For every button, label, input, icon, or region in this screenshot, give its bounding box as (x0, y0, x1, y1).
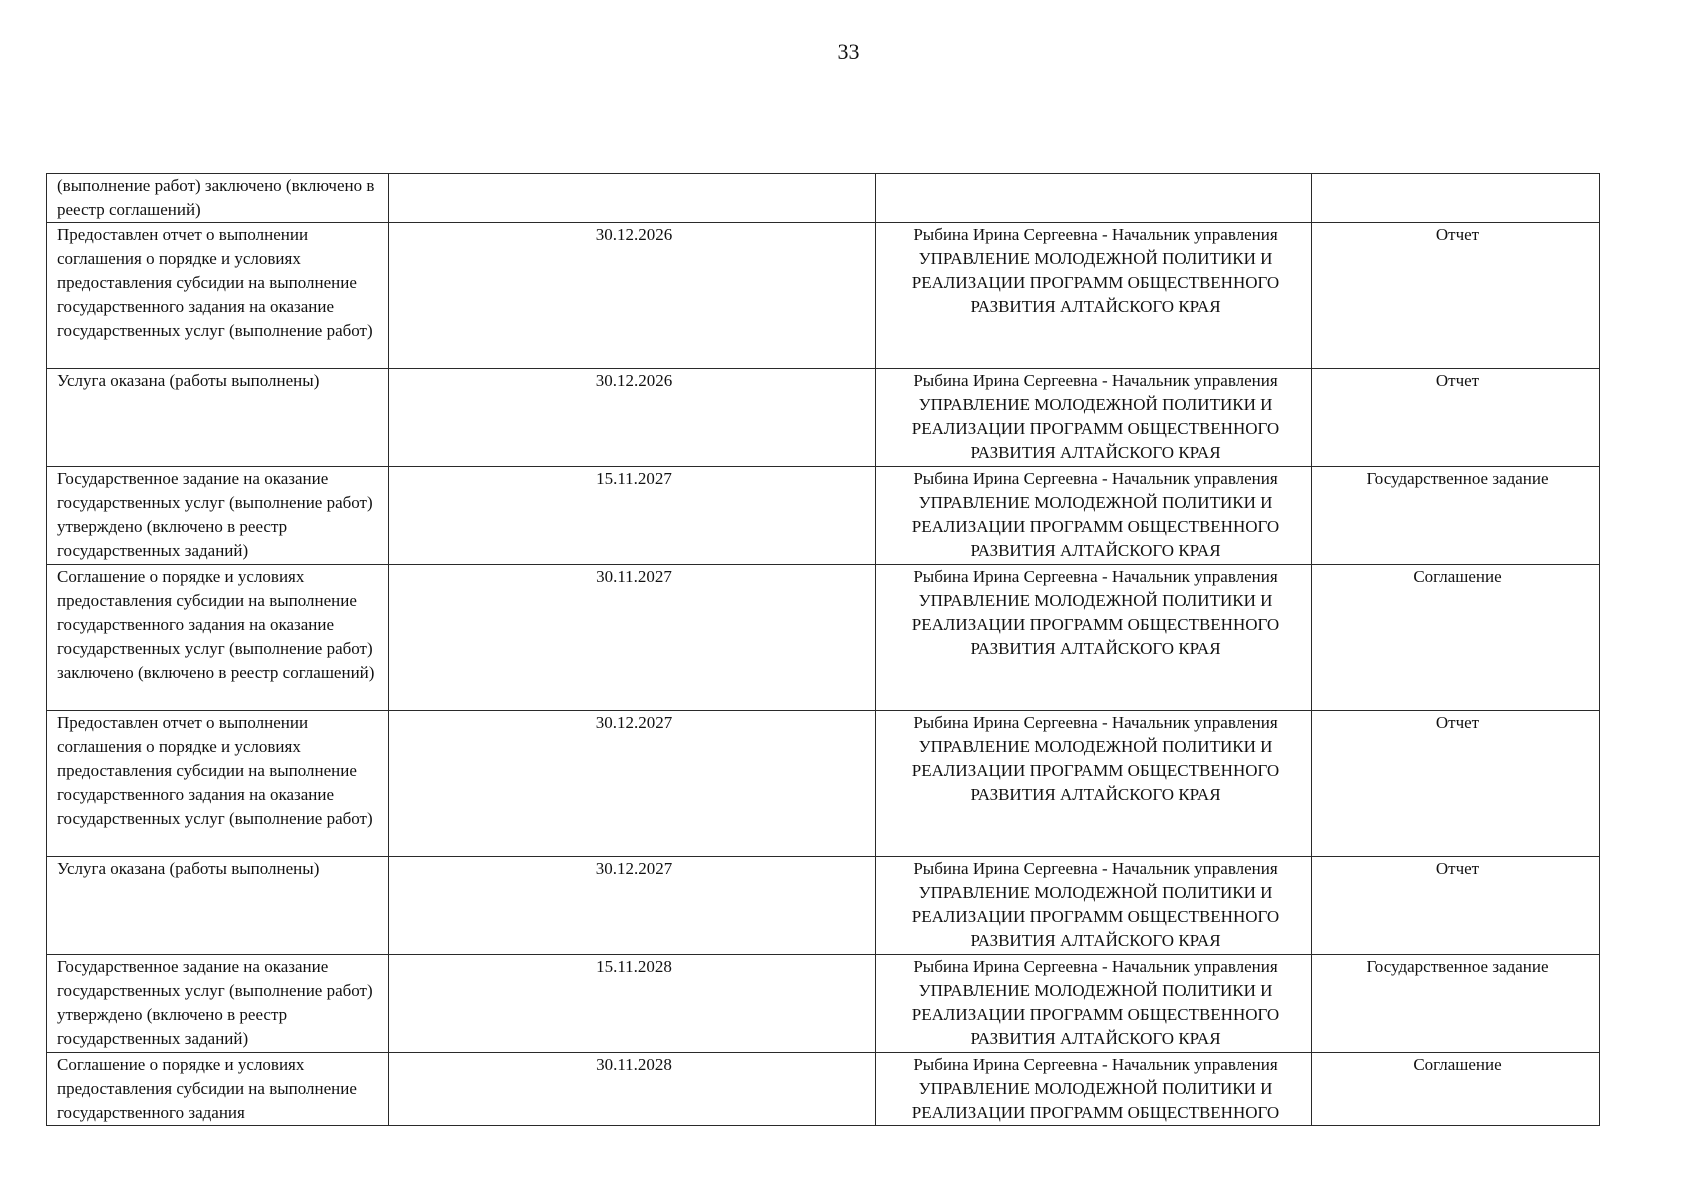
responsible-org: УПРАВЛЕНИЕ МОЛОДЕЖНОЙ ПОЛИТИКИ И РЕАЛИЗАЦИИ ПРОГРАММ ОБЩЕСТВЕННОГО РАЗВИТИЯ АЛТАЙСКОГО КРАЯ (911, 883, 1280, 950)
responsible-cell (876, 1053, 1312, 1126)
responsible-cell (876, 711, 1312, 857)
responsible-org: УПРАВЛЕНИЕ МОЛОДЕЖНОЙ ПОЛИТИКИ И РЕАЛИЗАЦИИ ПРОГРАММ ОБЩЕСТВЕННОГО (911, 1079, 1280, 1122)
table-row (47, 1053, 1600, 1126)
table-row (47, 174, 1600, 223)
responsible-cell (876, 955, 1312, 1053)
table-row (47, 711, 1600, 857)
responsible-person: Рыбина Ирина Сергеевна - Начальник управления (913, 957, 1278, 976)
document-cell: Государственное задание (1312, 467, 1600, 565)
date-cell: 15.11.2027 (389, 467, 876, 565)
document-cell: Отчет (1312, 369, 1600, 467)
responsible-cell (876, 369, 1312, 467)
table-row (47, 223, 1600, 369)
document-cell: Отчет (1312, 711, 1600, 857)
event-cell: Соглашение о порядке и условиях предоставления субсидии на выполнение государственного задания на оказание государственных услуг (выполнение работ) заключено (включено в реестр соглашений) (47, 565, 389, 711)
responsible-cell (876, 223, 1312, 369)
event-cell: Соглашение о порядке и условиях предоставления субсидии на выполнение государственного задания (47, 1053, 389, 1126)
date-cell: 30.12.2026 (389, 223, 876, 369)
event-cell: Предоставлен отчет о выполнении соглашения о порядке и условиях предоставления субсидии на выполнение государственного задания на оказание государственных услуг (выполнение работ) (47, 223, 389, 369)
document-cell: Отчет (1312, 223, 1600, 369)
table-row (47, 565, 1600, 711)
responsible-org: УПРАВЛЕНИЕ МОЛОДЕЖНОЙ ПОЛИТИКИ И РЕАЛИЗАЦИИ ПРОГРАММ ОБЩЕСТВЕННОГО РАЗВИТИЯ АЛТАЙСКОГО КРАЯ (911, 493, 1280, 560)
document-cell (1312, 174, 1600, 223)
document-cell: Соглашение (1312, 565, 1600, 711)
date-cell: 30.12.2027 (389, 857, 876, 955)
event-cell: Услуга оказана (работы выполнены) (47, 369, 389, 467)
responsible-org: УПРАВЛЕНИЕ МОЛОДЕЖНОЙ ПОЛИТИКИ И РЕАЛИЗАЦИИ ПРОГРАММ ОБЩЕСТВЕННОГО РАЗВИТИЯ АЛТАЙСКОГО КРАЯ (911, 981, 1280, 1048)
table-row (47, 955, 1600, 1053)
control-points-table (46, 173, 1600, 1126)
event-cell: (выполнение работ) заключено (включено в реестр соглашений) (47, 174, 389, 223)
responsible-cell (876, 174, 1312, 223)
event-cell: Государственное задание на оказание государственных услуг (выполнение работ) утверждено (включено в реестр государственных заданий) (47, 467, 389, 565)
responsible-cell (876, 467, 1312, 565)
responsible-cell (876, 565, 1312, 711)
responsible-person: Рыбина Ирина Сергеевна - Начальник управления (913, 713, 1278, 732)
table-row (47, 857, 1600, 955)
date-cell: 30.11.2027 (389, 565, 876, 711)
date-cell: 30.12.2027 (389, 711, 876, 857)
responsible-org: УПРАВЛЕНИЕ МОЛОДЕЖНОЙ ПОЛИТИКИ И РЕАЛИЗАЦИИ ПРОГРАММ ОБЩЕСТВЕННОГО РАЗВИТИЯ АЛТАЙСКОГО КРАЯ (911, 591, 1280, 658)
event-cell: Предоставлен отчет о выполнении соглашения о порядке и условиях предоставления субсидии на выполнение государственного задания на оказание государственных услуг (выполнение работ) (47, 711, 389, 857)
responsible-org: УПРАВЛЕНИЕ МОЛОДЕЖНОЙ ПОЛИТИКИ И РЕАЛИЗАЦИИ ПРОГРАММ ОБЩЕСТВЕННОГО РАЗВИТИЯ АЛТАЙСКОГО КРАЯ (911, 737, 1280, 804)
event-cell: Услуга оказана (работы выполнены) (47, 857, 389, 955)
event-cell: Государственное задание на оказание государственных услуг (выполнение работ) утверждено (включено в реестр государственных заданий) (47, 955, 389, 1053)
date-cell: 15.11.2028 (389, 955, 876, 1053)
responsible-cell (876, 857, 1312, 955)
responsible-person: Рыбина Ирина Сергеевна - Начальник управления (913, 469, 1278, 488)
responsible-org: УПРАВЛЕНИЕ МОЛОДЕЖНОЙ ПОЛИТИКИ И РЕАЛИЗАЦИИ ПРОГРАММ ОБЩЕСТВЕННОГО РАЗВИТИЯ АЛТАЙСКОГО КРАЯ (911, 395, 1280, 462)
date-cell (389, 174, 876, 223)
date-cell: 30.12.2026 (389, 369, 876, 467)
page-number: 33 (837, 39, 860, 64)
responsible-person: Рыбина Ирина Сергеевна - Начальник управления (913, 225, 1278, 244)
responsible-person: Рыбина Ирина Сергеевна - Начальник управления (913, 859, 1278, 878)
table-row (47, 369, 1600, 467)
responsible-person: Рыбина Ирина Сергеевна - Начальник управления (913, 371, 1278, 390)
document-cell: Соглашение (1312, 1053, 1600, 1126)
document-cell: Государственное задание (1312, 955, 1600, 1053)
responsible-org: УПРАВЛЕНИЕ МОЛОДЕЖНОЙ ПОЛИТИКИ И РЕАЛИЗАЦИИ ПРОГРАММ ОБЩЕСТВЕННОГО РАЗВИТИЯ АЛТАЙСКОГО КРАЯ (911, 249, 1280, 316)
table-row (47, 467, 1600, 565)
responsible-person: Рыбина Ирина Сергеевна - Начальник управления (913, 1055, 1278, 1074)
document-cell: Отчет (1312, 857, 1600, 955)
date-cell: 30.11.2028 (389, 1053, 876, 1126)
responsible-person: Рыбина Ирина Сергеевна - Начальник управления (913, 567, 1278, 586)
